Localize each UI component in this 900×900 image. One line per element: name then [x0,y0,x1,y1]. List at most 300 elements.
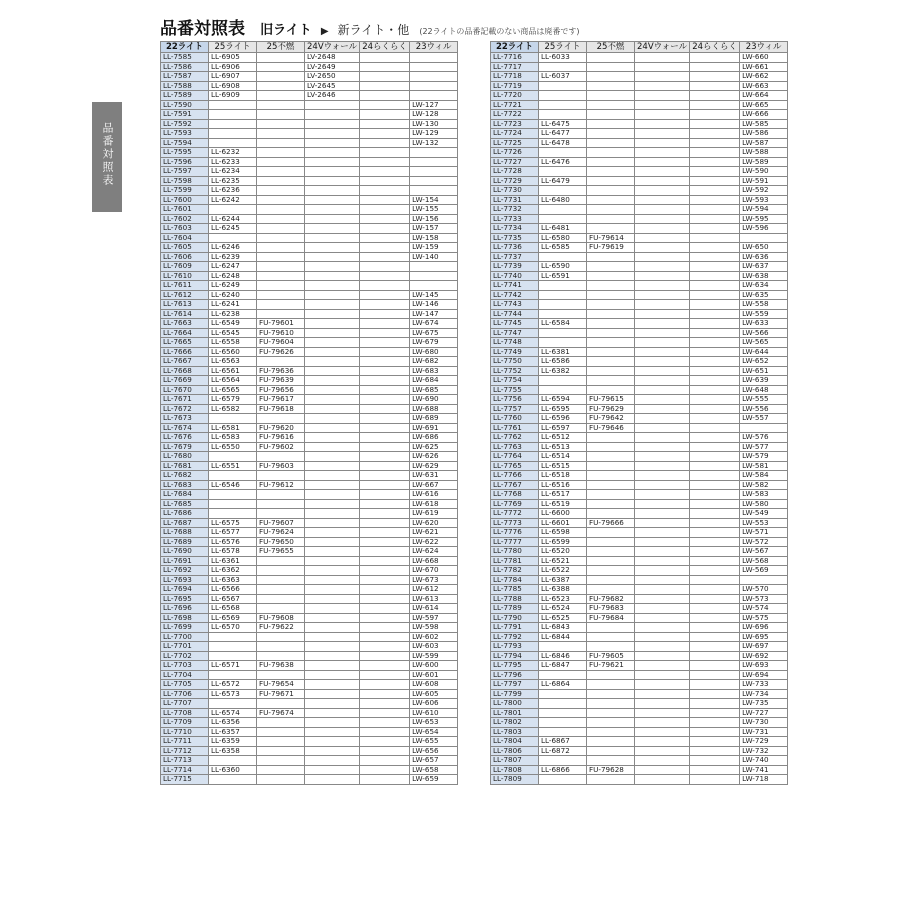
cell-25light: LL-6907 [209,72,257,82]
cell-22light: LL-7729 [491,176,539,186]
cell-22light: LL-7587 [161,72,209,82]
cell-24rakuraku [690,119,740,129]
cell-24rakuraku [360,300,410,310]
cell-24rakuraku [690,566,740,576]
cell-24v-wall [635,319,690,329]
table-row [161,376,458,386]
cell-24rakuraku [360,528,410,538]
cell-24rakuraku [360,604,410,614]
cell-22light: LL-7696 [161,604,209,614]
cell-25funen: FU-79605 [587,651,635,661]
table-header-row [161,42,458,53]
cell-23will: LW-666 [740,110,788,120]
table-row [491,53,788,63]
cell-25funen [587,737,635,747]
cell-23will: LW-652 [740,357,788,367]
cell-24rakuraku [690,404,740,414]
table-row [161,461,458,471]
cell-24v-wall [635,708,690,718]
cell-24v-wall [635,756,690,766]
cell-22light: LL-7792 [491,632,539,642]
cell-25funen [257,566,305,576]
table-row [491,585,788,595]
table-row [161,186,458,196]
cell-25light [539,756,587,766]
cell-24rakuraku [360,623,410,633]
cell-24rakuraku [690,613,740,623]
cell-24rakuraku [690,632,740,642]
cell-23will: LW-673 [410,575,458,585]
cell-22light: LL-7684 [161,490,209,500]
cell-25light: LL-6240 [209,290,257,300]
table-row [161,566,458,576]
cell-25funen [587,129,635,139]
cell-25light: LL-6909 [209,91,257,101]
cell-25funen [587,537,635,547]
cell-25light [539,186,587,196]
cell-25funen [257,718,305,728]
cell-25light: LL-6596 [539,414,587,424]
table-row [491,509,788,519]
cell-23will: LW-653 [410,718,458,728]
cell-22light: LL-7728 [491,167,539,177]
cell-24rakuraku [360,110,410,120]
cell-25light: LL-6580 [539,233,587,243]
table-row [491,328,788,338]
cell-24v-wall [305,252,360,262]
table-row [161,442,458,452]
cell-24v-wall [305,347,360,357]
cell-25light: LL-6522 [539,566,587,576]
cell-22light: LL-7702 [161,651,209,661]
cell-24v-wall [635,148,690,158]
cell-23will: LW-620 [410,518,458,528]
cell-24rakuraku [690,756,740,766]
cell-23will [410,157,458,167]
cell-24v-wall [635,632,690,642]
cell-24v-wall [305,138,360,148]
table-row [491,347,788,357]
cell-24v-wall [305,575,360,585]
table-row [491,642,788,652]
cell-22light: LL-7808 [491,765,539,775]
cell-25light [209,110,257,120]
cell-23will: LW-608 [410,680,458,690]
cell-24v-wall [305,651,360,661]
cell-23will: LW-146 [410,300,458,310]
table-row [161,214,458,224]
cell-23will: LW-569 [740,566,788,576]
cell-23will: LW-692 [740,651,788,661]
cell-22light: LL-7722 [491,110,539,120]
table-row [161,499,458,509]
cell-25funen [257,756,305,766]
cell-24rakuraku [690,328,740,338]
cell-24rakuraku [360,138,410,148]
table-row [161,300,458,310]
table-row [491,461,788,471]
cell-22light: LL-7773 [491,518,539,528]
cell-24rakuraku [690,347,740,357]
cell-23will: LW-587 [740,138,788,148]
cell-24v-wall [635,243,690,253]
cell-24v-wall [635,205,690,215]
table-row [161,490,458,500]
table-row [491,186,788,196]
cell-22light: LL-7672 [161,404,209,414]
cell-22light: LL-7750 [491,357,539,367]
cell-23will: LW-682 [410,357,458,367]
cell-24v-wall [635,775,690,785]
cell-22light: LL-7690 [161,547,209,557]
cell-25light [209,699,257,709]
cell-23will: LW-718 [740,775,788,785]
cell-24v-wall [305,661,360,671]
table-row [161,205,458,215]
cell-23will: LW-663 [740,81,788,91]
cell-24rakuraku [690,252,740,262]
cell-25funen: FU-79621 [587,661,635,671]
cell-23will: LW-582 [740,480,788,490]
cell-24v-wall [635,53,690,63]
cell-23will: LW-657 [410,756,458,766]
cell-23will: LW-555 [740,395,788,405]
cell-24rakuraku [690,490,740,500]
cell-22light: LL-7791 [491,623,539,633]
cell-24rakuraku [360,414,410,424]
cell-25light: LL-6586 [539,357,587,367]
cell-24v-wall [635,537,690,547]
table-row [161,670,458,680]
cell-24rakuraku [690,727,740,737]
cell-25light: LL-6513 [539,442,587,452]
cell-24rakuraku [360,224,410,234]
table-row [161,281,458,291]
table-row [161,509,458,519]
cell-25light [539,670,587,680]
cell-24rakuraku [360,271,410,281]
cell-22light: LL-7604 [161,233,209,243]
cell-24v-wall [305,167,360,177]
cell-23will: LW-675 [410,328,458,338]
cell-25funen: FU-79674 [257,708,305,718]
cell-25funen [587,433,635,443]
cell-25light: LL-6599 [539,537,587,547]
cell-25funen [257,604,305,614]
cell-24v-wall [635,594,690,604]
cell-24rakuraku [690,62,740,72]
table-row [491,385,788,395]
cell-23will: LW-127 [410,100,458,110]
table-row [161,110,458,120]
cell-22light: LL-7706 [161,689,209,699]
table-row [161,718,458,728]
cell-24v-wall [305,110,360,120]
cell-25light [539,110,587,120]
cell-25funen [587,632,635,642]
cell-24v-wall [305,461,360,471]
cell-22light: LL-7735 [491,233,539,243]
cell-24rakuraku [360,756,410,766]
cell-23will [740,575,788,585]
cell-24rakuraku [690,157,740,167]
cell-24rakuraku [690,471,740,481]
cell-23will: LW-695 [740,632,788,642]
cell-23will: LW-619 [410,509,458,519]
table-row [491,271,788,281]
cell-22light: LL-7721 [491,100,539,110]
cell-23will: LW-130 [410,119,458,129]
cell-25funen [587,186,635,196]
cell-25light: LL-6357 [209,727,257,737]
cell-24rakuraku [360,129,410,139]
cell-23will: LW-156 [410,214,458,224]
cell-22light: LL-7756 [491,395,539,405]
cell-23will: LW-659 [410,775,458,785]
cell-22light: LL-7717 [491,62,539,72]
cell-24v-wall [305,737,360,747]
table-row [161,81,458,91]
cell-25funen [587,119,635,129]
cell-25light: LL-6846 [539,651,587,661]
table-row [161,385,458,395]
table-row [491,72,788,82]
cell-22light: LL-7611 [161,281,209,291]
cell-25funen [257,262,305,272]
cell-25funen: FU-79622 [257,623,305,633]
cell-23will: LW-679 [410,338,458,348]
cell-24v-wall [305,708,360,718]
cell-25funen: FU-79612 [257,480,305,490]
cell-24rakuraku [360,167,410,177]
cell-22light: LL-7596 [161,157,209,167]
col-header-25funen: 25不燃 [257,42,305,53]
cell-23will [410,81,458,91]
cell-25light: LL-6572 [209,680,257,690]
cell-23will: LW-730 [740,718,788,728]
cell-25funen [587,110,635,120]
cell-24rakuraku [360,442,410,452]
cell-23will: LW-568 [740,556,788,566]
cell-24rakuraku [360,148,410,158]
cell-24rakuraku [690,556,740,566]
cell-22light: LL-7682 [161,471,209,481]
cell-25light: LL-6358 [209,746,257,756]
cell-24v-wall [635,661,690,671]
table-row [491,575,788,585]
cell-25funen: FU-79604 [257,338,305,348]
cell-24rakuraku [360,433,410,443]
cell-22light: LL-7785 [491,585,539,595]
cell-25light: LL-6241 [209,300,257,310]
cell-24rakuraku [360,575,410,585]
cell-24v-wall [305,157,360,167]
cell-25funen [257,53,305,63]
cell-25light: LL-6864 [539,680,587,690]
cell-23will: LW-594 [740,205,788,215]
cell-24rakuraku [360,262,410,272]
cell-24rakuraku [360,632,410,642]
cell-24v-wall [305,623,360,633]
cell-25funen [587,528,635,538]
cell-22light: LL-7803 [491,727,539,737]
cell-22light: LL-7685 [161,499,209,509]
cell-23will: LW-577 [740,442,788,452]
cell-24v-wall [305,328,360,338]
cell-24v-wall [635,81,690,91]
cell-25light: LL-6576 [209,537,257,547]
table-row [491,556,788,566]
table-row [491,395,788,405]
cell-23will: LW-557 [740,414,788,424]
table-row [161,119,458,129]
cell-25light: LL-6872 [539,746,587,756]
cell-23will: LW-685 [410,385,458,395]
cell-24v-wall [305,775,360,785]
cell-25funen [587,775,635,785]
cell-22light: LL-7793 [491,642,539,652]
cell-22light: LL-7667 [161,357,209,367]
cell-24v-wall [305,604,360,614]
cell-23will: LW-579 [740,452,788,462]
cell-22light: LL-7725 [491,138,539,148]
cell-25light [209,642,257,652]
cell-25light [539,708,587,718]
cell-24rakuraku [360,518,410,528]
cell-23will: LW-680 [410,347,458,357]
cell-25funen: FU-79628 [587,765,635,775]
cell-22light: LL-7782 [491,566,539,576]
cell-23will: LW-634 [740,281,788,291]
cell-24rakuraku [690,746,740,756]
cell-25funen [587,699,635,709]
cell-23will: LW-590 [740,167,788,177]
cell-25funen [257,737,305,747]
cell-24rakuraku [360,385,410,395]
col-header-25light: 25ライト [539,42,587,53]
table-row [161,661,458,671]
cell-25light: LL-6843 [539,623,587,633]
cell-24rakuraku [690,72,740,82]
cell-22light: LL-7755 [491,385,539,395]
cell-23will: LW-731 [740,727,788,737]
table-row [491,157,788,167]
cell-22light: LL-7796 [491,670,539,680]
cell-25light [539,81,587,91]
cell-24rakuraku [690,281,740,291]
cell-25light: LL-6523 [539,594,587,604]
table-row [491,91,788,101]
cell-24rakuraku [360,91,410,101]
cell-23will: LW-741 [740,765,788,775]
cell-25funen [587,224,635,234]
cell-25funen [257,100,305,110]
cell-25funen [587,480,635,490]
cell-24v-wall [305,765,360,775]
cell-24rakuraku [690,290,740,300]
table-row [491,252,788,262]
cell-24rakuraku [690,708,740,718]
cell-25funen: FU-79618 [257,404,305,414]
cell-24v-wall [305,214,360,224]
table-row [491,433,788,443]
cell-23will: LW-636 [740,252,788,262]
table-row [491,594,788,604]
cell-24v-wall [305,366,360,376]
cell-24rakuraku [690,689,740,699]
comparison-table-right [490,41,788,785]
table-row [491,775,788,785]
cell-24rakuraku [360,670,410,680]
cell-25light: LL-6356 [209,718,257,728]
cell-23will: LW-633 [740,319,788,329]
cell-24v-wall [305,528,360,538]
cell-23will: LW-559 [740,309,788,319]
cell-25funen: FU-79619 [587,243,635,253]
cell-25funen: FU-79608 [257,613,305,623]
cell-25funen [257,91,305,101]
cell-23will: LW-621 [410,528,458,538]
cell-25funen [587,72,635,82]
cell-25funen [257,746,305,756]
cell-23will: LW-618 [410,499,458,509]
cell-25light: LL-6584 [539,319,587,329]
cell-23will: LW-624 [410,547,458,557]
cell-24v-wall [635,281,690,291]
table-row [161,319,458,329]
cell-25funen [257,72,305,82]
cell-23will: LW-610 [410,708,458,718]
cell-24v-wall [305,727,360,737]
cell-24v-wall [305,357,360,367]
table-row [161,100,458,110]
table-row [161,680,458,690]
table-row [161,585,458,595]
cell-25funen [587,509,635,519]
cell-22light: LL-7789 [491,604,539,614]
cell-25funen [257,138,305,148]
table-row [491,480,788,490]
cell-22light: LL-7612 [161,290,209,300]
cell-25light: LL-6033 [539,53,587,63]
col-header-25funen: 25不燃 [587,42,635,53]
cell-23will: LW-567 [740,547,788,557]
cell-22light: LL-7692 [161,566,209,576]
cell-22light: LL-7747 [491,328,539,338]
table-row [161,91,458,101]
cell-22light: LL-7801 [491,708,539,718]
cell-24v-wall [635,433,690,443]
cell-25light: LL-6360 [209,765,257,775]
cell-24rakuraku [690,547,740,557]
cell-25light: LL-6238 [209,309,257,319]
cell-22light: LL-7769 [491,499,539,509]
cell-24rakuraku [360,281,410,291]
cell-25light: LL-6844 [539,632,587,642]
cell-25funen [257,205,305,215]
table-row [491,423,788,433]
cell-24v-wall [305,480,360,490]
table-row [491,471,788,481]
cell-25light: LL-6585 [539,243,587,253]
discontinued-note: (22ライトの品番記載のない商品は廃番です) [419,27,580,36]
cell-22light: LL-7610 [161,271,209,281]
cell-24v-wall [305,499,360,509]
cell-25funen [257,186,305,196]
cell-24v-wall [635,72,690,82]
cell-24rakuraku [690,537,740,547]
side-index-tab [92,102,122,212]
